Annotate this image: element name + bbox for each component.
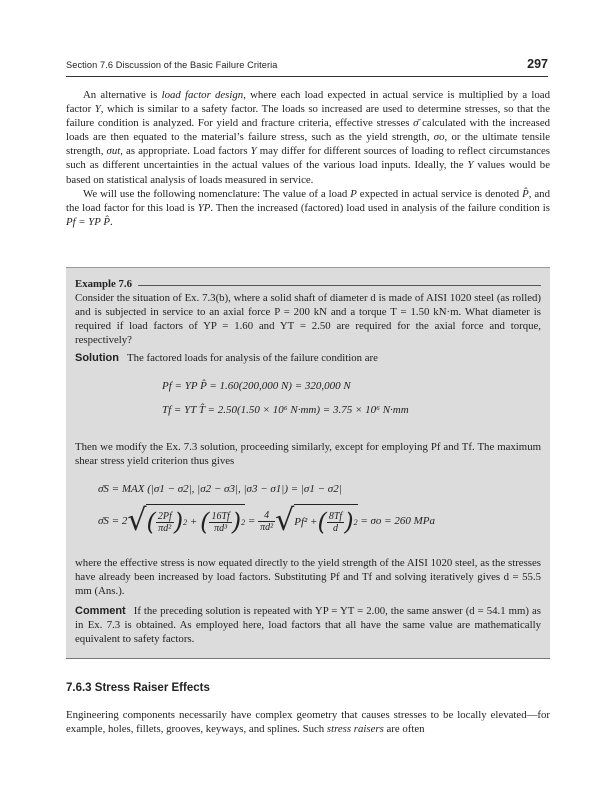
then-text: Then we modify the Ex. 7.3 solution, proceeding similarly, except for employing Pf and Tf. The maximum shear stress yield criterion thus gives: [75, 441, 541, 468]
where-text: where the effective stress is now equated directly to the yield strength of the AISI 1020 steel, as the stresses have already been increased by load factors. Substituting Pf and Tf and solving iteratively gives d = 55.5 mm (Ans.).: [75, 557, 541, 598]
intro-text: [66, 88, 550, 229]
example-problem: Consider the situation of Ex. 7.3(b), where a solid shaft of diameter d is made of AISI 1020 steel (as rolled) and is subjected in service to an axial force P = 200 kN and a torque T = 1.50 kN·m. What diameter is required if load factors of YP = 1.60 and YT = 2.50 are required for the axial force and torque, respectively?: [75, 292, 541, 347]
page-header: [66, 57, 548, 77]
section-text: [66, 708, 550, 736]
equation-effective-stress: σ̄S = 2 √ ( $\frac{2Pf}{\text{πd²}}$ ) 2 + ( $\frac{16Tf}{\text{πd³}}$ ) 2 = $\frac{4}{\text{πd²}}$ √ Pf² + ( $\frac{8Tf}{d}$ ) 2 = σo = 260 MPa: [98, 503, 435, 538]
solution-intro: Solution The factored loads for analysis of the failure condition are: [75, 352, 378, 365]
example-title: Example 7.6: [75, 278, 132, 290]
section-heading: 7.6.3 Stress Raiser Effects: [66, 682, 210, 694]
solution-label: Solution: [75, 352, 119, 365]
example-title-rule: [138, 285, 541, 286]
running-head: Section 7.6 Discussion of the Basic Failure Criteria: [66, 60, 278, 70]
page-number: 297: [527, 57, 548, 71]
equation-factored-torque: Tf = YT T̂ = 2.50(1.50 × 10⁶ N·mm) = 3.75 × 10⁶ N·mm: [162, 404, 409, 416]
intro-paragraph-2: We will use the following nomenclature: The value of a load P expected in actual service is denoted P̂, and the load factor for this load is YP. Then the increased (factored) load used in analysis of the failure condition is Pf = YP P̂.: [66, 187, 550, 228]
section-paragraph: Engineering components necessarily have complex geometry that causes stresses to be locally elevated—for example, holes, fillets, grooves, keyways, and splines. Such stress raisers are often: [66, 709, 550, 736]
intro-paragraph-1: An alternative is load factor design, where each load expected in actual service is multiplied by a load factor Y, which is similar to a safety factor. The loads so increased are used to determine stresses, so that the failure condition is analyzed. For yield and fracture criteria, effective stresses σ̄ calculated with the increased loads are then equated to the material’s failure stress, such as the yield strength, σo, or the ultimate tensile strength, σut, as appropriate. Load factors Y may differ for different sources of loading to reflect circumstances such as different uncertainties in the actual values of the various load inputs. Ideally, the Y values would be based on statistical analysis of loads measured in service.: [66, 89, 551, 186]
example-box: [66, 267, 550, 659]
equation-max-shear: σ̄S = MAX (|σ1 − σ2|, |σ2 − σ3|, |σ3 − σ1|) = |σ1 − σ2|: [98, 483, 342, 495]
example-title-row: [75, 277, 541, 291]
comment-label: Comment: [75, 605, 126, 617]
equation-factored-force: Pf = YP P̂ = 1.60(200,000 N) = 320,000 N: [162, 380, 351, 392]
comment-paragraph: Comment If the preceding solution is repeated with YP = YT = 2.00, the same answer (d = 54.1 mm) as in Ex. 7.3 is obtained. As employed here, load factors that all have the same value are mathematically equivalent to safety factors.: [75, 605, 541, 646]
